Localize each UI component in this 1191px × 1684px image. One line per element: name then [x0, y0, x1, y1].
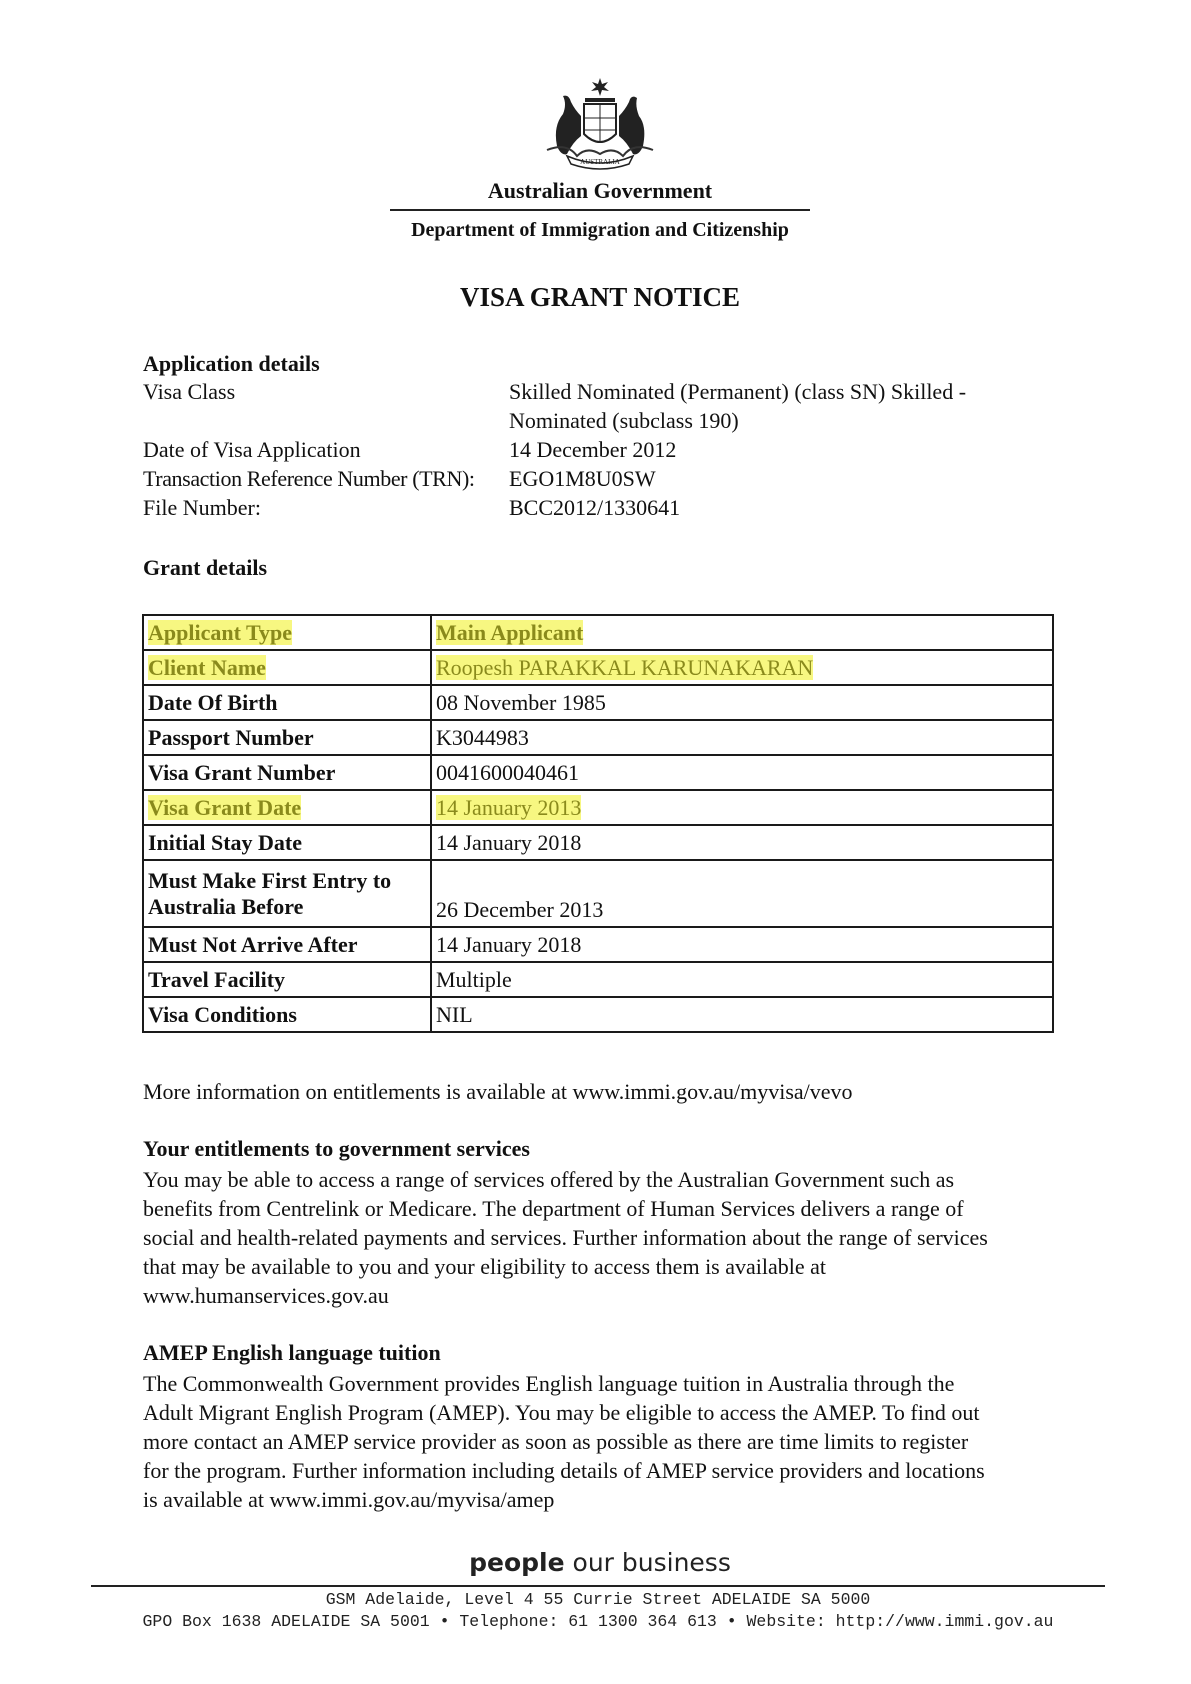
application-date-label: Date of Visa Application — [143, 437, 361, 462]
passport-number-value: K3044983 — [431, 720, 1053, 755]
visa-grant-number-label: Visa Grant Number — [143, 755, 431, 790]
table-row — [143, 615, 1053, 650]
first-entry-value: 26 December 2013 — [431, 860, 1053, 927]
visa-conditions-label: Visa Conditions — [143, 997, 431, 1032]
application-details-heading: Application details — [143, 351, 320, 376]
footer-address-line2: GPO Box 1638 ADELAIDE SA 5001 • Telephone: 61 1300 364 613 • Website: http://www.immi.gov.au — [142, 1612, 1054, 1631]
initial-stay-date-value: 14 January 2018 — [431, 825, 1053, 860]
entitlements-line: social and health-related payments and services. Further information about the range of services — [143, 1225, 988, 1250]
passport-number-label: Passport Number — [143, 720, 431, 755]
table-row — [143, 927, 1053, 962]
trn-value: EGO1M8U0SW — [509, 466, 656, 491]
date-of-birth-value: 08 November 1985 — [431, 685, 1053, 720]
travel-facility-label: Travel Facility — [143, 962, 431, 997]
header-divider — [390, 209, 810, 211]
footer-divider — [91, 1585, 1105, 1587]
entitlements-line: that may be available to you and your eligibility to access them is available at — [143, 1254, 827, 1279]
humanservices-link: www.humanservices.gov.au — [143, 1283, 389, 1308]
visa-conditions-value: NIL — [431, 997, 1053, 1032]
client-name-value: Roopesh PARAKKAL KARUNAKARAN — [436, 654, 814, 680]
table-row — [143, 997, 1053, 1032]
entitlements-heading: Your entitlements to government services — [143, 1136, 530, 1161]
trn-label: Transaction Reference Number (TRN): — [143, 466, 475, 491]
visa-grant-date-value: 14 January 2013 — [436, 794, 582, 820]
first-entry-label-line2: Australia Before — [148, 893, 304, 919]
amep-line: The Commonwealth Government provides English language tuition in Australia through the — [143, 1371, 955, 1396]
more-info-text: More information on entitlements is available at www.immi.gov.au/myvisa/vevo — [143, 1079, 853, 1104]
table-row — [143, 860, 1053, 927]
applicant-type-label: Applicant Type — [148, 619, 293, 645]
amep-line: more contact an AMEP service provider as soon as possible as there are time limits to register — [143, 1429, 969, 1454]
client-name-label: Client Name — [148, 654, 266, 680]
initial-stay-date-label: Initial Stay Date — [143, 825, 431, 860]
amep-line: Adult Migrant English Program (AMEP). You may be eligible to access the AMEP. To find out — [143, 1400, 980, 1425]
first-entry-label-line1: Must Make First Entry to — [148, 867, 392, 893]
coat-of-arms-icon — [537, 76, 663, 172]
file-number-value: BCC2012/1330641 — [509, 495, 681, 520]
entitlements-line: You may be able to access a range of services offered by the Australian Government such as — [143, 1167, 955, 1192]
amep-line: for the program. Further information including details of AMEP service providers and locations — [143, 1458, 985, 1483]
file-number-label: File Number: — [143, 495, 261, 520]
table-row — [143, 962, 1053, 997]
amep-line: is available at www.immi.gov.au/myvisa/amep — [143, 1487, 555, 1512]
visa-grant-number-value: 0041600040461 — [431, 755, 1053, 790]
svg-text:AUSTRALIA: AUSTRALIA — [580, 158, 620, 166]
applicant-type-value: Main Applicant — [436, 619, 584, 645]
government-name: Australian Government — [487, 178, 713, 203]
tagline-bold: people — [469, 1548, 565, 1577]
must-not-arrive-after-label: Must Not Arrive After — [143, 927, 431, 962]
tagline-rest: our business — [564, 1548, 731, 1577]
travel-facility-value: Multiple — [431, 962, 1053, 997]
grant-details-table — [142, 614, 1054, 1033]
date-of-birth-label: Date Of Birth — [143, 685, 431, 720]
page-title: VISA GRANT NOTICE — [459, 282, 741, 312]
grant-details-heading: Grant details — [143, 555, 268, 580]
table-row — [143, 685, 1053, 720]
visa-class-label: Visa Class — [143, 379, 236, 404]
table-row — [143, 720, 1053, 755]
visa-class-value-line1: Skilled Nominated (Permanent) (class SN) Skilled - — [509, 379, 967, 404]
table-row — [143, 755, 1053, 790]
visa-grant-date-label: Visa Grant Date — [148, 794, 302, 820]
table-row — [143, 790, 1053, 825]
department-name: Department of Immigration and Citizenship — [411, 219, 789, 241]
table-row — [143, 825, 1053, 860]
must-not-arrive-after-value: 14 January 2018 — [431, 927, 1053, 962]
table-row — [143, 650, 1053, 685]
footer-tagline — [400, 1548, 800, 1577]
visa-class-value-line2: Nominated (subclass 190) — [509, 408, 739, 433]
footer-address-line1: GSM Adelaide, Level 4 55 Currie Street ADELAIDE SA 5000 — [325, 1590, 871, 1609]
amep-heading: AMEP English language tuition — [143, 1340, 441, 1365]
application-date-value: 14 December 2012 — [509, 437, 677, 462]
entitlements-line: benefits from Centrelink or Medicare. The department of Human Services delivers a range of — [143, 1196, 964, 1221]
